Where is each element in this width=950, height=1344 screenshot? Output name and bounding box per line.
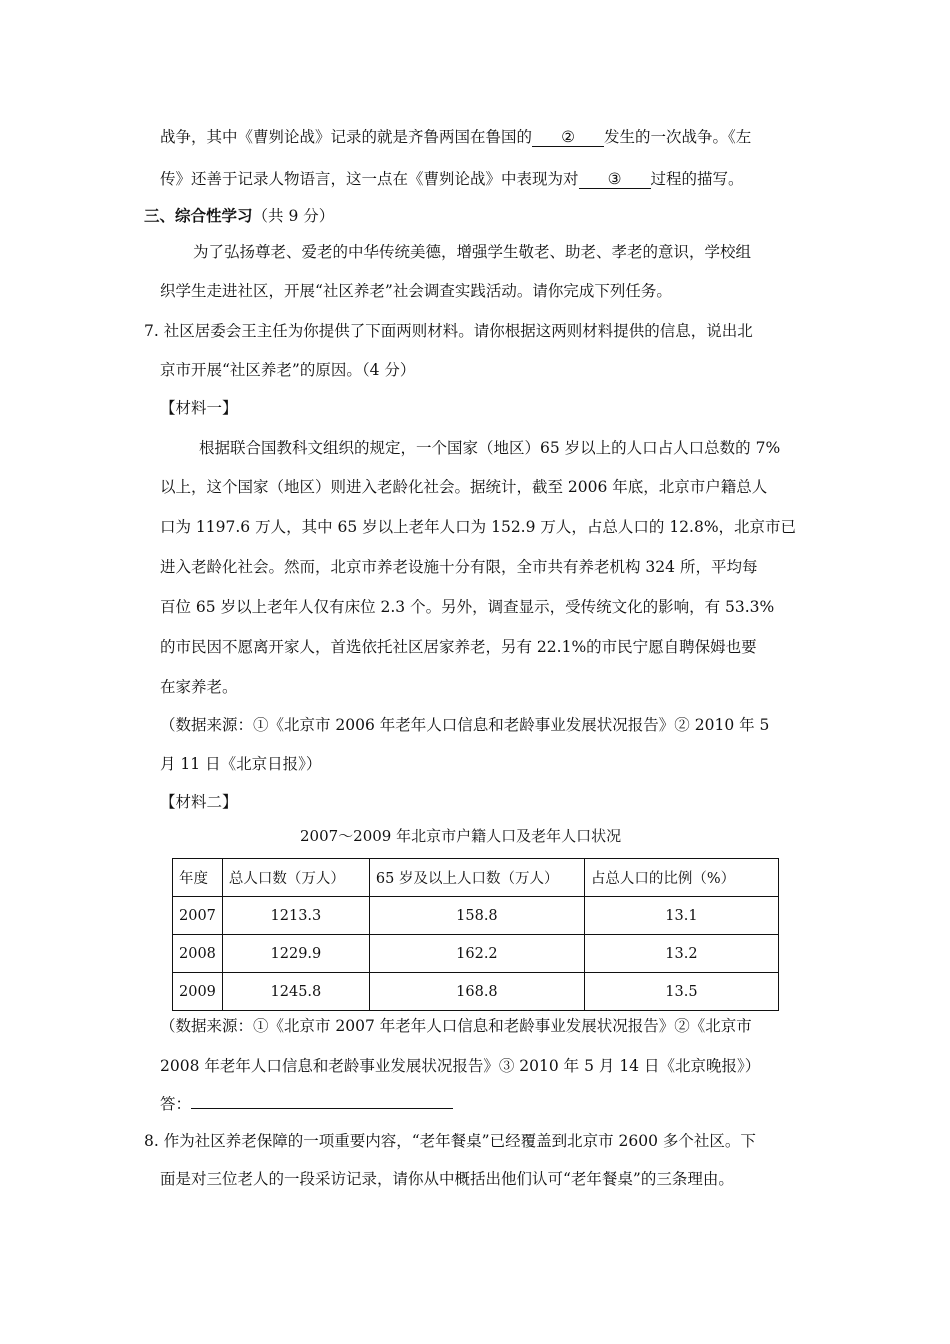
section-title: 三、综合性学习 (144, 207, 253, 225)
header-cell: 65 岁及以上人口数（万人） (369, 859, 584, 897)
table-cell: 162.2 (369, 935, 584, 973)
material-1-line: 百位 65 岁以上老年人仅有床位 2.3 个。另外，调查显示，受传统文化的影响，有 53.3% (160, 598, 775, 616)
answer-line[interactable] (191, 1094, 453, 1109)
material-1-line: 在家养老。 (160, 678, 238, 696)
question-8-text: 8. 作为社区养老保障的一项重要内容，“老年餐桌”已经覆盖到北京市 2600 多个社区。下 (144, 1132, 756, 1150)
source-note: （数据来源：①《北京市 2006 年老年人口信息和老龄事业发展状况报告》② 2010 年 5 (160, 716, 770, 734)
material-1-line: 以上，这个国家（地区）则进入老龄化社会。据统计，截至 2006 年底，北京市户籍总人 (160, 478, 768, 496)
table-cell: 2008 (173, 935, 223, 973)
material-1-line: 根据联合国教科文组织的规定，一个国家（地区）65 岁以上的人口占人口总数的 7% (199, 439, 781, 457)
question-7-text: 京市开展“社区养老”的原因。（4 分） (160, 361, 416, 379)
text-segment: 传》还善于记录人物语言，这一点在《曹刿论战》中表现为对 (160, 170, 579, 188)
header-cell: 占总人口的比例（%） (584, 859, 778, 897)
material-1-line: 口为 1197.6 万人，其中 65 岁以上老年人口为 152.9 万人，占总人口的 12.8%，北京市已 (160, 518, 797, 536)
question-7-text: 7. 社区居委会王主任为你提供了下面两则材料。请你根据这两则材料提供的信息，说出北 (144, 322, 753, 340)
population-table (172, 858, 779, 1011)
table-header-row (173, 859, 779, 897)
table-cell: 1213.3 (222, 897, 369, 935)
table-title: 2007～2009 年北京市户籍人口及老年人口状况 (300, 827, 622, 845)
answer-row (160, 1094, 453, 1114)
source-note: 2008 年老年人口信息和老龄事业发展状况报告》③ 2010 年 5 月 14 日《北京晚报》） (160, 1057, 761, 1075)
source-note: （数据来源：①《北京市 2007 年老年人口信息和老龄事业发展状况报告》②《北京市 (160, 1017, 752, 1035)
text-line (160, 169, 744, 189)
table-row (173, 897, 779, 935)
table-cell: 13.5 (584, 973, 778, 1011)
fill-blank: ③ (579, 170, 651, 189)
table-cell: 2007 (173, 897, 223, 935)
table-cell: 13.2 (584, 935, 778, 973)
table-cell: 2009 (173, 973, 223, 1011)
table-cell: 168.8 (369, 973, 584, 1011)
material-1-line: 进入老龄化社会。然而，北京市养老设施十分有限，全市共有养老机构 324 所，平均每 (160, 558, 758, 576)
table-cell: 13.1 (584, 897, 778, 935)
intro-line: 织学生走进社区，开展“社区养老”社会调查实践活动。请你完成下列任务。 (160, 282, 672, 300)
material-2-label: 【材料二】 (160, 793, 238, 811)
table-row (173, 973, 779, 1011)
section-heading (144, 206, 334, 226)
text-segment: 过程的描写。 (650, 170, 744, 188)
table-cell: 158.8 (369, 897, 584, 935)
material-1-line: 的市民因不愿离开家人，首选依托社区居家养老，另有 22.1%的市民宁愿自聘保姆也要 (160, 638, 757, 656)
material-1-label: 【材料一】 (160, 399, 238, 417)
text-segment: 发生的一次战争。《左 (604, 128, 752, 146)
fill-blank: ② (532, 128, 604, 147)
section-score: （共 9 分） (252, 207, 335, 225)
header-cell: 总人口数（万人） (222, 859, 369, 897)
text-line (160, 127, 751, 147)
source-note: 月 11 日《北京日报》） (160, 755, 322, 773)
answer-label: 答： (160, 1095, 192, 1113)
table-row (173, 935, 779, 973)
table-cell: 1229.9 (222, 935, 369, 973)
text-segment: 战争，其中《曹刿论战》记录的就是齐鲁两国在鲁国的 (160, 128, 533, 146)
header-cell: 年度 (173, 859, 223, 897)
table-cell: 1245.8 (222, 973, 369, 1011)
intro-line: 为了弘扬尊老、爱老的中华传统美德，增强学生敬老、助老、孝老的意识，学校组 (193, 243, 752, 261)
question-8-text: 面是对三位老人的一段采访记录，请你从中概括出他们认可“老年餐桌”的三条理由。 (160, 1170, 734, 1188)
